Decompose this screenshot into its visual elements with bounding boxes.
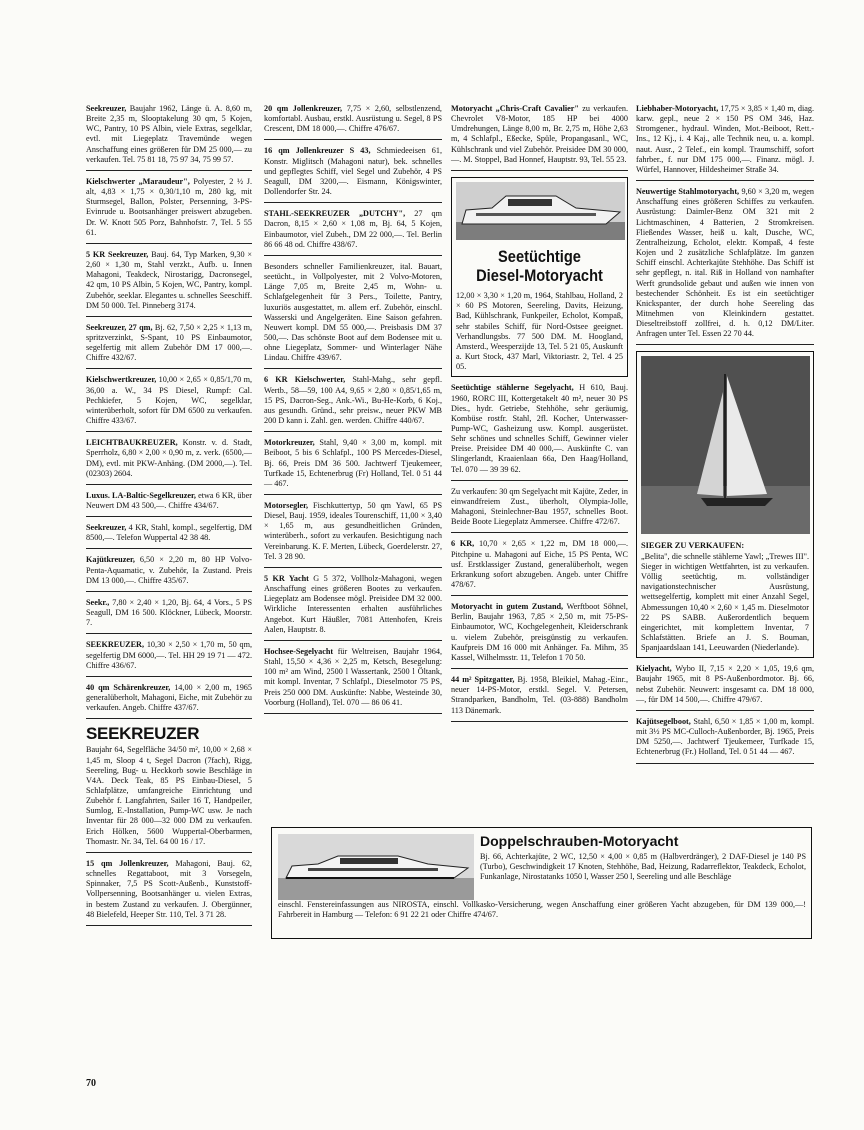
ad-headline: SEEKREUZER (86, 724, 200, 744)
ad-text (264, 438, 442, 489)
ad-lead: Liebhaber-Motoryacht, (636, 104, 719, 113)
ad-text (451, 487, 628, 528)
ad-lead: Hochsee-Segelyacht (264, 646, 334, 656)
ad-text (86, 555, 252, 585)
ad-lead: 44 m² Spitzgatter, (451, 675, 515, 685)
classified-ad (451, 602, 628, 669)
classified-ad (86, 859, 252, 926)
classified-ad (86, 177, 252, 244)
ad-text (451, 104, 628, 165)
ad-lead: Motoryacht in gutem Zustand, (451, 602, 564, 612)
ad-lead: Kielschwertkreuzer, (86, 375, 157, 385)
ad-body: Wybo II, 7,15 × 2,20 × 1,05, 19,6 qm, Baujahr 1965, mit 8 PS-Außenbordmotor. Bj. 66, nebst Zubehör. Neuwert: insgesamt ca. DM 18 000,—, für DM 14 500,—. Chiffre 479/67. (636, 664, 814, 704)
ad-text (86, 104, 252, 165)
classified-ad (264, 209, 442, 256)
ad-body: Konstr. v. d. Stadt, Sperrholz, 6,80 × 2,00 × 0,90 m, z. verk. (6500,— DM), evtl. mit PKW-Anhäng. (DM 2000,—). Tel. (02303) 2604. (86, 438, 252, 478)
ad-body: Besonders schneller Familienkreuzer, ital. Bauart, seetücht., in Vollpolyester, mit 2 Volvo-Motoren, Länge 7,05 m, Breite 2,45 m, Wohn- u. Schlafgelegenheit für 3 Pers., Toilette, Pantry, luxuriös ausgestattet, m. allem erf. Zubehör, einschl. Wasserski und Angelgeräten. Eine Saison gefahren. Neuwert kompl. DM 55 000,—. Preisbasis DM 37 500,—. Das schönste Boot auf dem Bodensee mit u. ohne Liegeplatz, Sommer- und Winterlager Nähe Lindau. Chiffre 439/67. (264, 261, 442, 363)
ad-lead: Neuwertige Stahlmotoryacht, (636, 187, 740, 197)
bottom-ad-text-wide: einschl. Fenstereinfassungen aus NIROSTA, einschl. Vollkasko-Versicherung, wegen Anschaffung einer größeren Yacht abzugeben, für DM 139 000,—! Fahrbereit in Hamburg — Telefon: 6 91 22 21 oder Chiffre 474/67. (278, 900, 806, 920)
ad-text (451, 602, 628, 663)
classified-ad (86, 438, 252, 485)
ad-text (264, 375, 442, 426)
ad-body: 7,80 × 2,40 × 1,20, Bj. 64, 4 Vors., 5 PS Seagull, DM 16 500. Klöckner, Lübeck, Moorstr. 7. (86, 597, 252, 628)
column-4 (636, 104, 814, 770)
classified-ad (451, 104, 628, 171)
classified-ad (451, 539, 628, 596)
ad-body: 4 KR, Stahl, kompl., segelfertig, DM 8500,—. Telefon Wuppertal 42 38 48. (86, 523, 252, 543)
ad-body: Stahl-Mahg., sehr gepfl. Wertb., 58—59, 100 A4, 9,65 × 2,80 × 0,85/1,65 m, 15 PS, Dacron-Seg., Ank.-Wi., Bu-He-Korb, 6 Koj., aus gesundh. Gründ., sehr preisw., neuer PKW MB 200 D kann i. Zahl. gen. werden. Chiffre 440/67. (264, 375, 442, 426)
ad-text (636, 717, 814, 758)
ad-lead: 40 qm Schärenkreuzer, (86, 682, 171, 692)
classified-ad (86, 491, 252, 517)
classified-ad (86, 375, 252, 432)
ad-body: 10,00 × 2,65 × 0,85/1,70 m, 36,00 a. W., 34 PS Diesel, Rumpf: Cal. Pechkiefer, 5 Kojen, WC, segelklar, winterüberholt, sofort für DM 6500 zu verkaufen. Chiffre 433/67. (86, 375, 252, 426)
classified-ad (636, 717, 814, 764)
classified-ad (451, 487, 628, 534)
ad-body: Stahl, 6,50 × 1,85 × 1,00 m, kompl. mit 3½ PS MC-Culloch-Außenborder, Bj. 1965, Preis DM 5250,—. Jachtwerf Tjeukemeer, Turfkade 15, Echtenerbrug (Fr.) Holland, Tel. 0 51 44 — 467. (636, 716, 814, 757)
classified-ad (264, 262, 442, 370)
ad-lead: STAHL-SEEKREUZER „DUTCHY", (264, 209, 406, 219)
classified-ad (86, 725, 252, 853)
ad-text (264, 262, 442, 364)
ad-text (451, 675, 628, 716)
ad-text (86, 375, 252, 426)
ad-body: 7,75 × 2,60, selbstlenzend, komfortabl. Ausbau, erstkl. Ausrüstung u. Segel, 8 PS Crescent, DM 18 000,—. Chiffre 476/67. (264, 104, 442, 134)
ad-text (451, 383, 628, 474)
ad-text: 12,00 × 3,30 × 1,20 m, 1964, Stahlbau, Holland, 2 × 60 PS Motoren, Seereling, Davits, Heizung, Bad, Kühlschrank, Funkpeiler, Echolot, Kompaß, sehr stabiles Schiff, für Nord-Ostsee geeignet. Verhandlungsbs. 77 500 DM. M. Hoogland, Amsterd., Weesperzijde 13, Tel. 5 21 05, Auskunft a. Kurt Stock, 437 Marl, Viktoriastr. 2, Tel. 4 25 05. (456, 291, 623, 372)
ad-lead: 5 KR Seekreuzer, (86, 249, 149, 259)
ad-body: zu verkaufen. Chevrolet V8-Motor, 185 HP bei 4000 Umdrehungen, Länge 8,00 m, Br. 2,75 m, Höhe 2,63 m, 4 Schlafpl., Eßecke, Spüle, Propangasanl., WC, Kühlschrank und viel Zubehör. Preisidee DM 30 000,—. M. Stoppel, Bad Honnef, Hauptstr. 93, Tel. 55 23. (451, 104, 628, 164)
classified-ad (86, 640, 252, 676)
ad-body: für Weltreisen, Baujahr 1964, Stahl, 15,50 × 4,36 × 2,25 m, Ketsch, Besegelung: 100 m² am Wind, 2500 l Wassertank, 2500 l Öltank, mit kompl. Inventar, 7 Schlafpl., Dieselmotor 75 PS, Preis 250 000 DM. Auskünfte: Nabbe, Westeinde 30, Voorburg (Holland), Tel. 070 — 86 06 41. (264, 646, 442, 707)
ad-lead: Kielyacht, (636, 664, 672, 674)
ad-body: Bj. 62, 7,50 × 2,25 × 1,13 m, spritzverzinkt, S-Spant, 10 PS Einbaumotor, segelfertig mit allem Zubehör DM 17 000,—. Chiffre 432/67. (86, 322, 253, 363)
ad-text (264, 104, 442, 134)
classified-ad (86, 250, 252, 317)
ad-lead: SEEKREUZER, (86, 640, 145, 650)
column-3 (451, 104, 628, 728)
classified-ad (636, 187, 814, 345)
ad-body: Baujahr 1962, Länge ü. A. 8,60 m, Breite 2,35 m, Slooptakelung 30 qm, 5 Kojen, WC, Pantry, 10 PS Albin, viele Extras, segelklar, evtl. mit Liegeplatz Travemünde wegen Anschaffung eines größeren für DM 25 000,— zu verkaufen. Tel. 75 81 18, 75 97 34, 75 99 57. (86, 104, 252, 164)
ad-text (86, 323, 252, 364)
ad-lead: Seekreuzer, 27 qm, (86, 322, 153, 332)
ad-body: Bj. 1958, Bleikiel, Mahag.-Einr., neuer 14-PS-Motor, erstkl. Segel. V. Petersen, Strandparken, Bandholm, Tel. (03-888) Bandholm 113 Dänemark. (451, 675, 628, 715)
ad-lead: 5 KR Yacht (264, 573, 309, 583)
classified-ad (451, 383, 628, 480)
ad-lead: 16 qm Jollenkreuzer S 43, (264, 146, 371, 156)
ad-text (636, 664, 814, 705)
ad-lead: Motorsegler, (264, 501, 309, 510)
boxed-ad (451, 177, 628, 377)
ad-text (264, 146, 442, 197)
ad-text (264, 501, 442, 562)
ad-body: Zu verkaufen: 30 qm Segelyacht mit Kajüte, Zeder, in einwandfreiem Zust., überholt, Olympia-Jolle, Mahagoni, Steinlechner-Bau 1957, schnelles Boot. Beide Boote Liegeplatz Ammersee. Chiffre 472/67. (451, 486, 629, 527)
bottom-ad-title: Doppelschrauben-Motoryacht (480, 833, 679, 849)
ad-body: Bauj. 64, Typ Marken, 9,30 × 2,60 × 1,30 m, Stahl verzkt., Aufb. u. Innen Mahagoni, Teakdeck, Nirostarigg, Dacronsegel, 42 qm, 10 PS Albin, 5 Kojen, WC, Pantry, kompl. Zubehör, seeklar. Elegantes u. schnelles Seeschiff. DM 50 000. Tel. Pinneberg 3174. (86, 249, 252, 310)
page-number: 70 (86, 1078, 96, 1089)
ad-lead: 15 qm Jollenkreuzer, (86, 858, 169, 868)
ad-text (86, 523, 252, 543)
ad-body: 10,30 × 2,50 × 1,70 m, 50 qm, segelfertig DM 6000,—. Tel. HH 29 19 71 — 472. Chiffre 436/67. (86, 640, 252, 670)
ad-body: Polyester, 2 ½ J. alt, 4,83 × 1,75 × 0,30/1,10 m, 280 kg, mit Sturmsegel, Ballon, Polster, Persenning, 3-PS-Evinrude u. Bootsanhänger preiswert abzugeben. Dr. W. Knott 505 Porz, Bahnhofstr. 7, Tel. 5 55 61. (86, 176, 252, 237)
ad-body: etwa 6 KR, über Neuwert DM 43 500,—. Chiffre 434/67. (86, 490, 252, 510)
ad-lead: Motorkreuzer, (264, 438, 315, 448)
ad-lead: Seetüchtige stählerne Segelyacht, (451, 383, 574, 393)
classified-ad (264, 104, 442, 140)
classified-ad (86, 683, 252, 719)
ad-lead: Seekreuzer, (86, 104, 127, 113)
ad-lead: Luxus. LA-Baltic-Segelkreuzer, (86, 490, 196, 500)
ad-body: Stahl, 9,40 × 3,00 m, kompl. mit Beiboot, 5 bis 6 Schlafpl., 100 PS Mercedes-Diesel, Bj. 66, Preis DM 36 500. Jachtwerf Tjeukemeer, Turfkade 15, Echtenerbrug (Fr) Holland, Tel. 0 51 44 — 467. (264, 438, 442, 488)
classified-ad (86, 598, 252, 634)
classified-ad (636, 104, 814, 181)
ad-text (86, 745, 252, 847)
ad-text (636, 104, 814, 175)
ad-text (86, 640, 252, 670)
ad-text (86, 250, 252, 311)
ad-headline (468, 247, 612, 285)
ad-headline-line: Seetüchtige (498, 247, 581, 267)
ad-body: H 610, Bauj. 1960, RORC III, Kottergetakelt 40 m², neuer 30 PS Dies., hydr. Getriebe, Stehhöhe, sehr geräumig, Kombüse rostfr. Stahl, 2fl. Kocher, Unterwasser-Pump-WC, Gasheizung usw. Kompl. ausgerüstet. Sehr schönes und schnelles Schiff, Gewinner vieler Preise. Preisidee DM 40 000,—. Auskünfte C. van Slingerlandt, Kraaienlaan 66a, Den Haag/Holland, Tel. 070 — 39 39 62. (451, 383, 628, 474)
ad-text (86, 438, 252, 479)
ad-text (86, 859, 252, 920)
ad-text (264, 574, 442, 635)
ad-body: 9,60 × 3,20 m, wegen Anschaffung eines größeren Schiffes zu verkaufen. Ausrüstung: Daimler-Benz OM 321 mit 2 Lichtmaschinen, 4 Batterien, 2 Stromkreisen. Fließendes Wasser, heiß u. kalt, Dusche, WC, Zentralheizung, Echolot, elektr. Kompaß, 4 feste Kojen und 2 zusätzliche Schlafplätze. Im ganzen Schiff einschl. Achterkajüte Stehhöhe. Das Schiff ist sehr gepflegt, n. ital. Riß in Holland von namhafter Werft grundsolide gebaut und außen wie innen von bestechender Schönheit. Es ist ein seetüchtiger Knickspanter, der durch hohe Seereling das Mitnehmen von Kleinkindern gestattet. Dieseltreibstoff zollfrei, d. h. 0,12 DM/Liter. Anfragen unter Tel. Essen 22 70 44. (636, 187, 815, 339)
ad-text (86, 683, 252, 713)
ad-text (264, 647, 442, 708)
ad-body: 14,00 × 2,00 m, 1965 generalüberholt, Mahagoni, Eiche, mit Zubehör zu verkaufen. Angeb. Chiffre 437/67. (86, 682, 252, 713)
classified-ad (636, 664, 814, 711)
ad-body: 6,50 × 2,20 m, 80 HP Volvo-Penta-Aquamatic, v. Zubehör, Ia Zustand. Preis DM 13 000,—. Chiffre 435/67. (86, 555, 252, 585)
ad-body: 17,75 × 3,85 × 1,40 m, diag. karw. gepl., neue 2 × 150 PS OM 346, Haz. Stromgener., hydraul. Winden, Mot.-Beiboot, Rett.-Ins., 12 Kj., i. 4 Kaj., alle Technik neu, u. a. kompl. naut. Ausr., 2 Telef., ein kompl. Traumschiff, sofort fahrber., f. nur DM 175 000,—. Finanz. mögl. J. Würfel, Hannover, Hildesheimer Straße 34. (636, 104, 814, 174)
classified-ad (264, 501, 442, 568)
diesel-motoryacht-photo (456, 182, 625, 240)
ad-body: G 5 372, Vollholz-Mahagoni, wegen Anschaffung eines größeren Bootes zu verkaufen. Liegeplatz am Bodensee mögl. Preisidee DM 32 000. Wirkliche Interessenten erhalten ausführliches Angebot. Kurt Häußler, 7081 Attenhofen, Kreis Aalen, Hauptstr. 8. (264, 573, 442, 634)
ad-lead: Motoryacht „Chris-Craft Cavalier" (451, 104, 579, 113)
ad-body: Schmiedeeisen 61, Konstr. Miglitsch (Mahagoni natur), bek. schnelles und gepflegtes Schiff, viel Segel und Zubehör, 4 PS Seagull, DM 3200,—. Eismann, Königswinter, Dollendorfer Str. 24. (264, 146, 442, 197)
ad-body: Fischkuttertyp, 50 qm Yawl, 65 PS Diesel, Bauj. 1959, ideales Tourenschiff, 11,00 × 3,40 × 1,65 m, aus gesundheitlichen Gründen, winterüberh., sofort zu verkaufen. Besichtigung nach Vereinbarung. K. F. Merten, Lübeck, Goerdelerstr. 27, Tel. 3 28 90. (264, 501, 442, 561)
ad-lead: Seekreuzer, (86, 523, 127, 533)
boxed-ad (636, 351, 814, 658)
ad-text (86, 491, 252, 511)
ad-text (636, 187, 814, 339)
ad-lead: 6 KR Kielschwerter, (264, 375, 346, 385)
classified-ad (86, 555, 252, 591)
ad-lead: 6 KR, (451, 539, 475, 549)
ad-text (451, 539, 628, 590)
ad-body: 27 qm Dacron, 8,15 × 2,60 × 1,08 m, Bj. 64, 5 Kojen, Einbaumotor, viel Zubeh., DM 22 000,—. Tel. Berlin 86 66 48 od. Chiffre 438/67. (264, 209, 442, 249)
classified-ad (264, 375, 442, 432)
sailboat-photo (641, 356, 810, 534)
ad-body: 10,70 × 2,65 × 1,22 m, DM 18 000,—. Pitchpine u. Mahagoni auf Eiche, 15 PS Penta, WC usf. Erstklassiger Zustand, generalüberholt, wegen Erkrankung sofort abzugeben. Angeb. unter Chiffre 478/67. (451, 539, 629, 589)
ad-lead: LEICHTBAUKREUZER, (86, 438, 178, 448)
ad-caption: SIEGER ZU VERKAUFEN: (641, 540, 745, 550)
classified-ad (86, 104, 252, 171)
ad-text: „Belita", die schnelle stählerne Yawl; „Trewes III". Sieger in wichtigen Wettfahrten, ist zu verkaufen. Völlig seetüchtig, m. vollständiger navigationstechnischer Ausrüstung, wettsegelfertig, komplett mit einer Anzahl Segel, Abmessungen 10,40 × 2,60 × 1,45 m. Dieselmotor 22 PS SABB. Außerordentlich bequem eingerichtet, mit komplettem Inventar, 7 Schlafstätten. Briefe an J. S. Bouman, Spanjaardslaan 141, Leeuwarden (Niederlande). (641, 551, 809, 653)
ad-text (264, 209, 442, 250)
classified-ad (264, 647, 442, 714)
ad-text (86, 598, 252, 628)
classified-ad (86, 523, 252, 549)
classified-ad (86, 323, 252, 370)
bottom-boxed-ad (271, 827, 812, 939)
classified-ad (451, 675, 628, 722)
classified-ad (264, 146, 442, 203)
motoryacht-photo (278, 834, 474, 900)
ad-lead: Kielschwerter „Maraudeur", (86, 176, 190, 186)
classified-ad (264, 438, 442, 495)
column-1 (86, 104, 252, 932)
ad-lead: Seekr., (86, 597, 110, 607)
ad-lead: 20 qm Jollenkreuzer, (264, 104, 343, 113)
ad-text (86, 177, 252, 238)
bottom-ad-text: Bj. 66, Achterkajüte, 2 WC, 12,50 × 4,00 × 0,85 m (Halbverdränger), 2 DAF-Diesel je 140 PS (Turbo), Geschwindigkeit 17 Knoten, Stehhöhe, Bad, Heizung, Radarreflektor, Teakdeck, Echolot, Funkanlage, Nirostatanks 1050 l, Wasser 250 l, Seereling und alle Beschläge (480, 852, 806, 882)
column-2 (264, 104, 442, 720)
ad-body: Werftboot Söhnel, Berlin, Baujahr 1963, 7,85 × 2,50 m, mit 75-PS-Einbaumotor, WC, Kochgelegenheit, Kleiderschrank u. vielem Zubehör, preisgünstig zu verkaufen. Kaufpreis DM 16 000 mit Anhänger. Fa. Mihm, 35 Kassel, Wilhelmsstr. 11, Telefon 1 70 50. (451, 602, 628, 662)
ad-body: Baujahr 64, Segelfläche 34/50 m², 10,00 × 2,68 × 1,45 m, Sloop 4 t, Segel Dacron (7fach), Rigg, Seereling, Bug- u. Heckkorb sowie Beschläge in V4A. Deck Teak, 85 PS Einbau-Diesel, 5 Schlafplätze, umfangreiche Einrichtung und Zubehör f. Langfahrten, Sailer 16 T, Handpeiler, Sumlog, E.-Installation, Pump-WC usw. Je nach Inventar für 28 000—32 000 DM zu verkaufen. Erich Hölken, 5600 Wuppertal-Oberbarmen, Thomastr. Nr. 34, Tel. 64 00 16 / 17. (86, 745, 252, 846)
ad-headline-line: Diesel-Motoryacht (476, 266, 603, 286)
ad-lead: Kajütsegelboot, (636, 716, 691, 726)
ad-lead: Kajütkreuzer, (86, 555, 135, 565)
ad-body: Mahagoni, Bauj. 62, schnelles Regattaboot, mit 3 Vorsegeln, Spinnaker, 7,5 PS Scott-Außenb., Kunststoff-Vollpersenning, Bootsanhänger u. vielen Extras, in bestem Zustand zu verkaufen. J. Obergünner, 48 Bielefeld, Heeper Str. 110, Tel. 3 71 28. (86, 858, 252, 919)
classified-ad (264, 574, 442, 641)
